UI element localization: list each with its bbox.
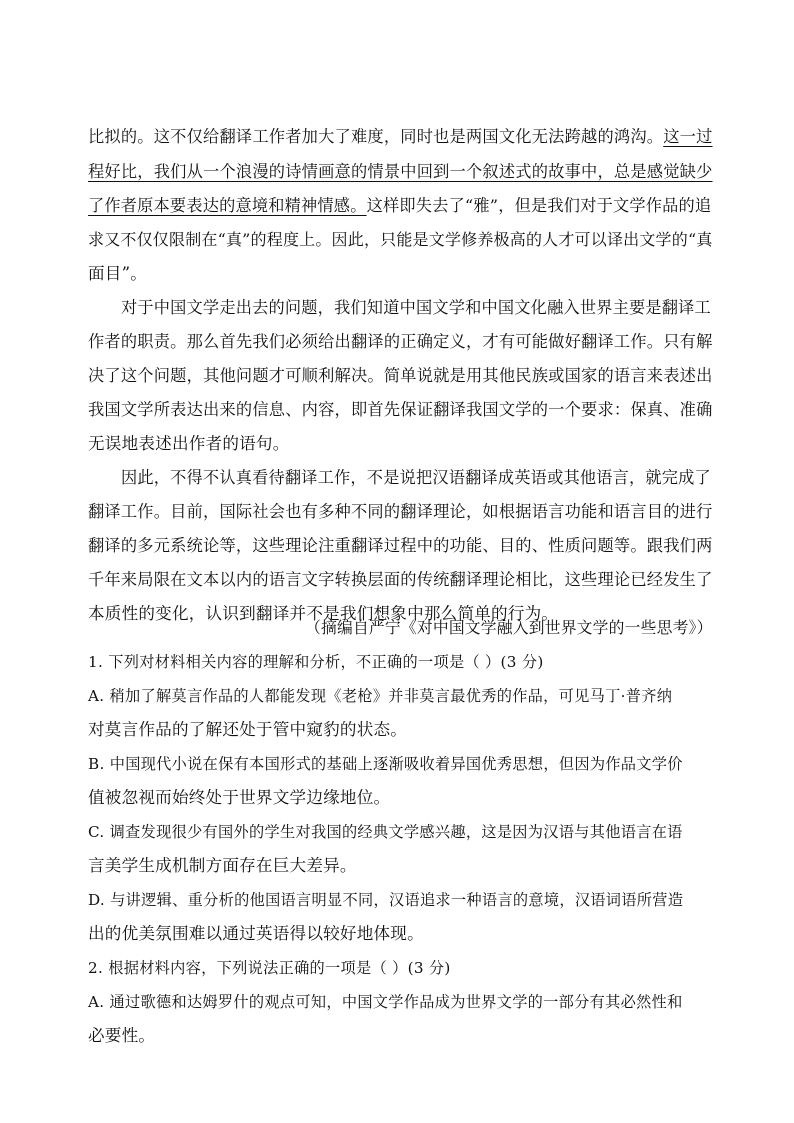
question1-option-a-line2: 对莫言作品的了解还处于管中窥豹的状态。 <box>88 720 408 739</box>
question1-option-d-line1: D. 与讲逻辑、重分析的他国语言明显不同，汉语追求一种语言的意境，汉语词语所营造 <box>88 891 684 909</box>
paragraph2-line1: 对于中国文学走出去的问题，我们知道中国文学和中国文化融入世界主要是翻译工 <box>121 298 711 317</box>
question1-option-c-line2: 言美学生成机制方面存在巨大差异。 <box>88 856 357 875</box>
paragraph2-line4: 我国文学所表达出来的信息、内容，即首先保证翻译我国文学的一个要求：保真、准确 <box>88 400 713 419</box>
question2-option-a-line1: A. 通过歌德和达姆罗什的观点可知，中国文学作品成为世界文学的一部分有其必然性和 <box>88 993 683 1011</box>
paragraph1-line5: 面目”。 <box>88 264 148 283</box>
question1-option-b-line2: 值被忽视而始终处于世界文学边缘地位。 <box>88 788 391 807</box>
question1-option-c-line1: C. 调查发现很少有国外的学生对我国的经典文学感兴趣，这是因为汉语与其他语言在语 <box>88 823 683 841</box>
source-citation: （摘编自严宁《对中国文学融入到世界文学的一些思考》） <box>305 618 713 637</box>
question1-option-b-line1: B. 中国现代小说在保有本国形式的基础上逐渐吸收着异国优秀思想，但因为作品文学价 <box>88 755 683 773</box>
paragraph3-line5: 本质性的变化，认识到翻译并不是我们想象中那么简单的行为。 <box>88 604 559 623</box>
paragraph1-line4: 求又不仅仅限制在“真”的程度上。因此，只能是文学修养极高的人才可以译出文学的“真 <box>88 230 713 249</box>
paragraph1-underlined-end: 了作者原本要表达的意境和精神情感。 <box>88 196 367 215</box>
question1-stem: 1. 下列对材料相关内容的理解和分析，不正确的一项是（ ）(3 分) <box>88 653 544 671</box>
paragraph1-line1 <box>88 127 713 147</box>
question2-stem: 2. 根据材料内容，下列说法正确的一项是（ ）(3 分) <box>88 959 451 977</box>
question1-option-d-line2: 出的优美氛围难以通过英语得以较好地体现。 <box>88 924 424 943</box>
paragraph1-line2-underlined: 程好比，我们从一个浪漫的诗情画意的情景中回到一个叙述式的故事中，总是感觉缺少 <box>88 162 713 181</box>
question2-option-a-line2: 必要性。 <box>88 1026 156 1045</box>
paragraph3-line2: 翻译工作。目前，国际社会也有多种不同的翻译理论，如根据语言功能和语言目的进行 <box>88 502 713 521</box>
paragraph3-line1: 因此，不得不认真看待翻译工作，不是说把汉语翻译成英语或其他语言，就完成了 <box>121 468 711 487</box>
paragraph3-line4: 千年来局限在文本以内的语言文字转换层面的传统翻译理论相比，这些理论已经发生了 <box>88 570 713 589</box>
paragraph2-line2: 作者的职责。那么首先我们必须给出翻译的正确定义，才有可能做好翻译工作。只有解 <box>88 332 713 351</box>
paragraph1-line3-text: 这样即失去了“雅”，但是我们对于文学作品的追 <box>366 196 712 215</box>
paragraph3-line3: 翻译的多元系统论等，这些理论注重翻译过程中的功能、目的、性质问题等。跟我们两 <box>88 536 713 555</box>
paragraph2-line3: 决了这个问题，其他问题才可顺利解决。简单说就是用其他民族或国家的语言来表述出 <box>88 366 713 385</box>
paragraph1-line1-text: 比拟的。这不仅给翻译工作者加大了难度，同时也是两国文化无法跨越的鸿沟。 <box>88 127 664 146</box>
paragraph1-underlined-start: 这一过 <box>663 127 713 146</box>
paragraph1-line3 <box>88 196 711 216</box>
paragraph2-line5: 无误地表述出作者的语句。 <box>88 434 290 453</box>
question1-option-a-line1: A. 稍加了解莫言作品的人都能发现《老枪》并非莫言最优秀的作品，可见马丁·普齐纳 <box>88 687 673 705</box>
